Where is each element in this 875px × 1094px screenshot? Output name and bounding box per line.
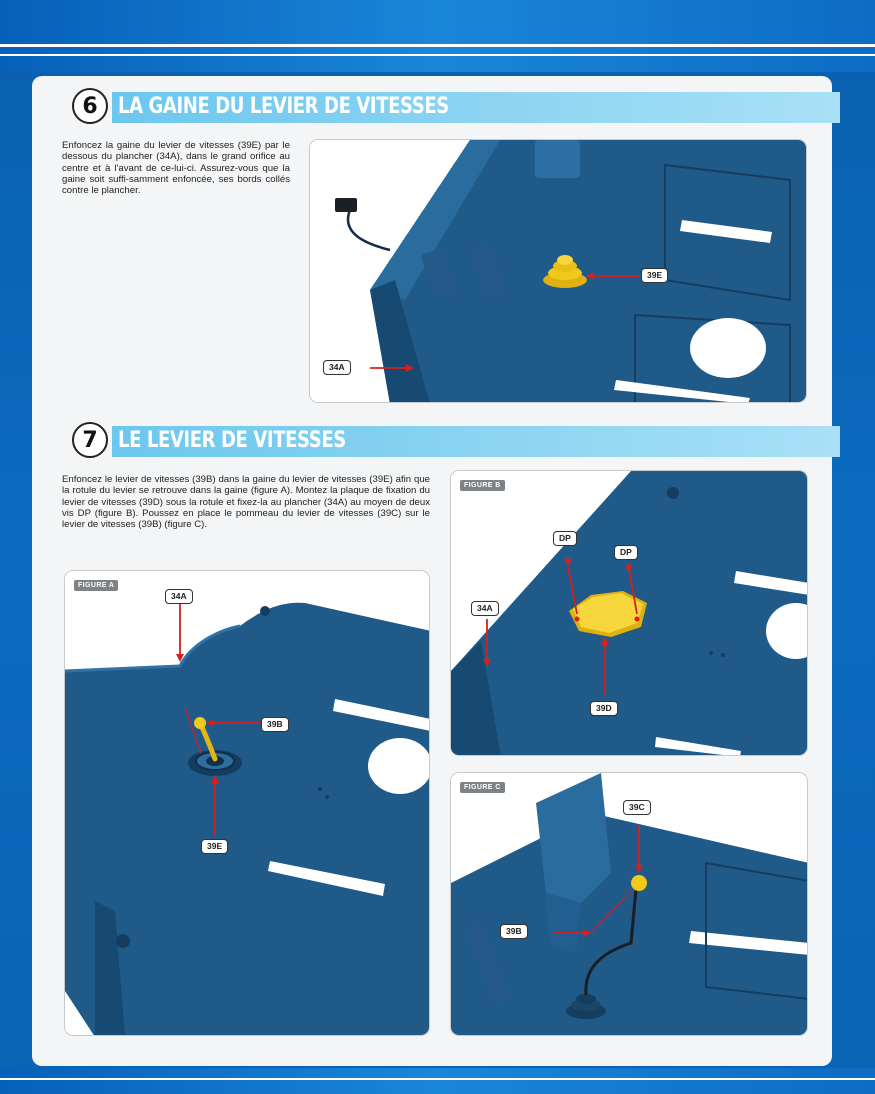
callout-34a: 34A xyxy=(323,360,351,375)
page-footer-band xyxy=(0,1068,875,1094)
instruction-sheet xyxy=(32,76,832,1066)
figure-c xyxy=(450,772,808,1036)
step-6-header xyxy=(72,88,840,124)
footer-stripe xyxy=(0,1078,875,1080)
step-7-number: 7 xyxy=(72,422,108,458)
figure-b-callout-39d: 39D xyxy=(590,701,618,716)
figure-c-callout-39c: 39C xyxy=(623,800,651,815)
header-stripe-thin xyxy=(0,54,875,56)
step-6-title: LA GAINE DU LEVIER DE VITESSES xyxy=(118,94,449,119)
callout-39e: 39E xyxy=(641,268,668,283)
figure-a-callout-39b: 39B xyxy=(261,717,289,732)
header-stripe xyxy=(0,44,875,47)
step-6-illustration xyxy=(310,140,807,403)
figure-a xyxy=(64,570,430,1036)
figure-a-callout-34a: 34A xyxy=(165,589,193,604)
figure-a-tag: FIGURE A xyxy=(74,580,118,591)
page-header-band xyxy=(0,0,875,72)
figure-c-callout-39b: 39B xyxy=(500,924,528,939)
step-7-title: LE LEVIER DE VITESSES xyxy=(118,428,346,453)
figure-b-tag: FIGURE B xyxy=(460,480,505,491)
step-7-header xyxy=(72,422,840,458)
figure-b-callout-34a: 34A xyxy=(471,601,499,616)
step-6-number: 6 xyxy=(72,88,108,124)
figure-a-illustration xyxy=(65,571,430,1036)
figure-b-callout-dp-2: DP xyxy=(614,545,638,560)
figure-b-illustration xyxy=(451,471,808,756)
figure-b xyxy=(450,470,808,756)
figure-b-callout-dp-1: DP xyxy=(553,531,577,546)
step-6-instructions: Enfoncez la gaine du levier de vitesses (39E) par le dessous du plancher (34A), dans le grand orifice au centre et à l'avant de ce-lui-ci. Assurez-vous que la gaine soit suffi-samment enfoncée, ses bords collés contre le plancher. xyxy=(62,140,290,197)
step-7-instructions: Enfoncez le levier de vitesses (39B) dans la gaine du levier de vitesses (39E) afin que la rotule du levier se retrouve dans la gaine (figure A). Montez la plaque de fixation du levier de vitesses (39D) sous la rotule et fixez-la au plancher (34A) au moyen de deux vis DP (figure B). Poussez en place le pommeau du levier de vitesses (39C) sur le levier de vitesses (39B) (figure C). xyxy=(62,474,430,531)
step-6-figure xyxy=(309,139,807,403)
figure-a-callout-39e: 39E xyxy=(201,839,228,854)
figure-c-tag: FIGURE C xyxy=(460,782,505,793)
